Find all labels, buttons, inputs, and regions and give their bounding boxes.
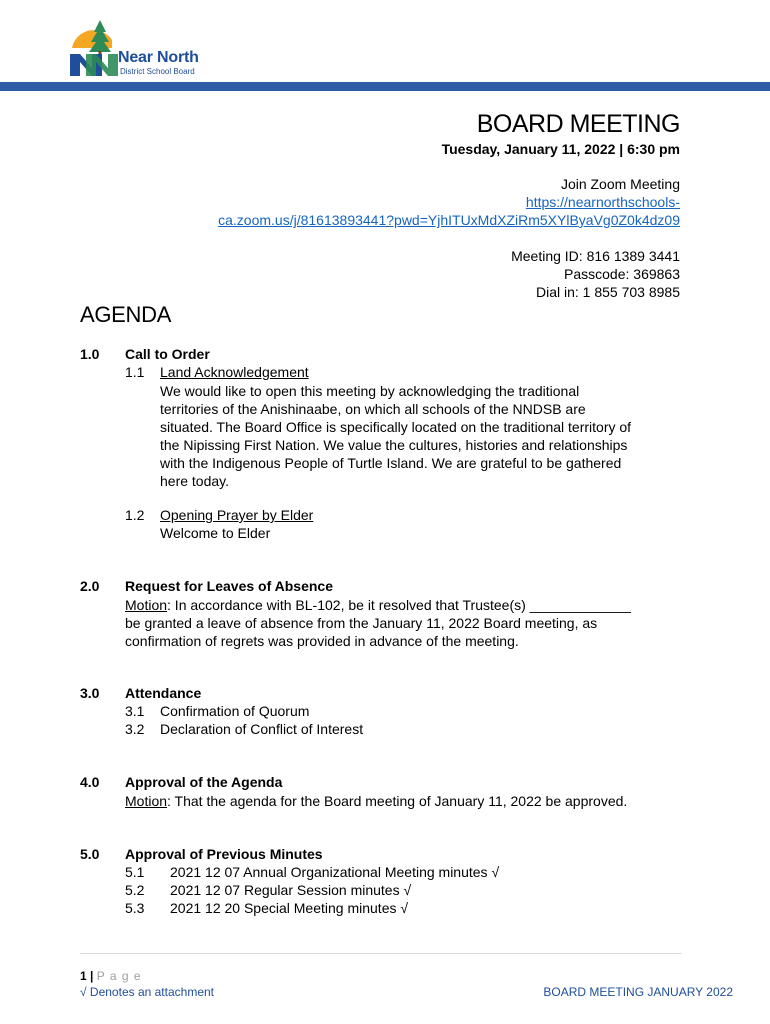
logo-name: Near North (118, 49, 199, 66)
page-word: P a g e (96, 969, 142, 983)
subitem-text: Confirmation of Quorum (160, 703, 310, 719)
subitem-text: Declaration of Conflict of Interest (160, 721, 364, 737)
item-title: Attendance (125, 685, 202, 701)
motion-label: Motion (125, 597, 168, 613)
footer-doc-title (543, 985, 733, 999)
item-title: Request for Leaves of Absence (125, 578, 333, 594)
item-number: 1.0 (80, 346, 100, 362)
item-number: 3.0 (80, 685, 100, 701)
subitem-number: 5.3 (125, 900, 145, 916)
meeting-date: Tuesday, January 11, 2022 | 6:30 pm (441, 141, 680, 157)
text-line: here today. (160, 473, 230, 489)
subitem-text: Welcome to Elder (160, 525, 271, 541)
zoom-link-line2[interactable]: ca.zoom.us/j/81613893441?pwd=YjhITUxMdXZiRm5XYlByaVg0Z0k4dz09 (218, 212, 680, 228)
page-separator: | (86, 969, 97, 983)
subitem-text: 2021 12 07 Regular Session minutes √ (170, 882, 412, 898)
subitem-opening-prayer: Opening Prayer by Elder (160, 507, 314, 523)
subitem-number: 5.2 (125, 882, 145, 898)
item-number: 5.0 (80, 846, 100, 862)
subitem-number: 1.1 (125, 364, 145, 380)
near-north-logo (68, 18, 208, 80)
text-line: confirmation of regrets was provided in advance of the meeting. (125, 633, 519, 649)
zoom-link-line1[interactable]: https://nearnorthschools- (525, 194, 680, 210)
header-bar (0, 82, 770, 91)
item-number: 4.0 (80, 774, 100, 790)
zoom-label: Join Zoom Meeting (560, 176, 680, 192)
text-line: : In accordance with BL-102, be it resolved that Trustee(s) _____________ (167, 597, 631, 613)
subitem-number: 3.2 (125, 721, 145, 737)
text-line: We would like to open this meeting by acknowledging the traditional (160, 383, 580, 399)
subitem-number: 3.1 (125, 703, 145, 719)
passcode: Passcode: 369863 (564, 266, 680, 282)
meeting-title: BOARD MEETING (476, 110, 680, 138)
text-line: with the Indigenous People of Turtle Island. We are grateful to be gathered (160, 455, 622, 471)
page-number-value: 1 (80, 969, 87, 983)
meeting-id: Meeting ID: 816 1389 3441 (511, 248, 680, 264)
agenda-approval-motion (125, 793, 627, 809)
page-number (80, 969, 142, 983)
item-number: 2.0 (80, 578, 100, 594)
leave-of-absence-motion (125, 596, 685, 650)
agenda-heading: AGENDA (80, 302, 172, 327)
footer-date-text: JANUARY 2022 (644, 985, 733, 999)
subitem-land-acknowledgement: Land Acknowledgement (160, 364, 309, 380)
text-line: be granted a leave of absence from the January 11, 2022 Board meeting, as (125, 615, 598, 631)
subitem-text: 2021 12 07 Annual Organizational Meeting minutes √ (170, 864, 500, 880)
text-line: the Nipissing First Nation. We value the cultures, histories and relationships (160, 437, 628, 453)
item-title: Approval of Previous Minutes (125, 846, 323, 862)
subitem-number: 5.1 (125, 864, 145, 880)
item-title: Call to Order (125, 346, 210, 362)
logo-emblem-icon (68, 18, 120, 78)
land-acknowledgement-text (160, 382, 690, 490)
subitem-text: 2021 12 20 Special Meeting minutes √ (170, 900, 409, 916)
text-line: situated. The Board Office is specifically located on the traditional territory of (160, 419, 632, 435)
motion-label: Motion (125, 793, 168, 809)
text-line: territories of the Anishinaabe, on which all schools of the NNDSB are (160, 401, 586, 417)
dial-in: Dial in: 1 855 703 8985 (536, 284, 680, 300)
logo-subtitle: District School Board (120, 67, 195, 76)
subitem-number: 1.2 (125, 507, 145, 523)
footer-divider (80, 953, 682, 954)
footer-title-text: BOARD MEETING (543, 985, 645, 999)
attachment-note: √ Denotes an attachment (80, 985, 214, 999)
motion-text: : That the agenda for the Board meeting of January 11, 2022 be approved. (167, 793, 628, 809)
item-title: Approval of the Agenda (125, 774, 283, 790)
